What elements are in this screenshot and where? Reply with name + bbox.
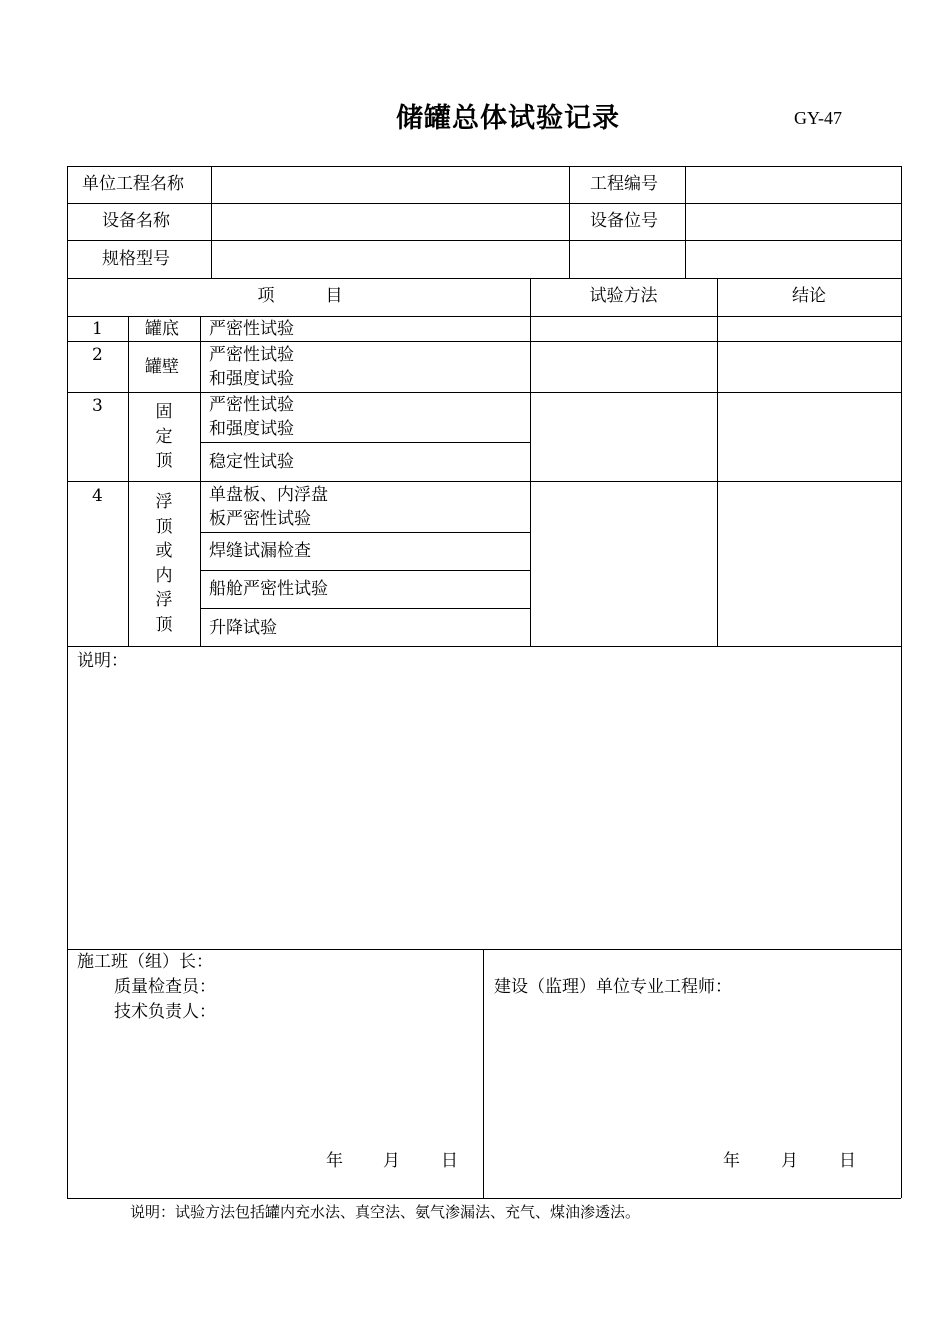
row-4-part: 浮 顶 或 内 浮 顶: [155, 492, 173, 635]
column-method: 试验方法: [589, 286, 658, 306]
row-1-no: 1: [92, 319, 103, 339]
form-code: GY-47: [794, 108, 842, 128]
row-4-test-c: 船舱严密性试验: [209, 579, 328, 599]
remarks-label: 说明：: [77, 651, 128, 671]
row-4-test-a-line-1: 单盘板、内浮盘: [209, 485, 328, 505]
row-4-test-a-line-2: 板严密性试验: [209, 509, 311, 529]
row-4-test-d: 升降试验: [209, 618, 277, 638]
row-4-test-b: 焊缝试漏检查: [209, 541, 311, 561]
row-4-no: 4: [92, 486, 103, 506]
inspector-label: 质量检查员：: [114, 977, 216, 997]
page-title: 储罐总体试验记录: [396, 103, 620, 134]
leader-label: 施工班（组）长：: [77, 952, 213, 972]
row-3-test-a-line-2: 和强度试验: [209, 419, 294, 439]
column-conclusion: 结论: [792, 286, 826, 306]
unit-project-label: 单位工程名称: [82, 174, 184, 194]
row-3-test-a-line-1: 严密性试验: [209, 395, 294, 415]
right-year: 年: [723, 1151, 740, 1171]
right-day: 日: [839, 1151, 856, 1171]
row-2-test-line-1: 严密性试验: [209, 345, 294, 365]
spec-label: 规格型号: [102, 249, 170, 269]
row-2-part: 罐壁: [145, 357, 179, 377]
project-no-label: 工程编号: [590, 174, 658, 194]
row-3-part: 固 定 顶: [155, 402, 173, 471]
left-year: 年: [326, 1151, 343, 1171]
right-month: 月: [781, 1151, 798, 1171]
row-2-no: 2: [92, 345, 103, 365]
footnote: 说明：试验方法包括罐内充水法、真空法、氨气渗漏法、充气、煤油渗透法。: [130, 1203, 641, 1221]
equipment-position-label: 设备位号: [590, 211, 658, 231]
row-1-test: 严密性试验: [209, 319, 294, 339]
tech-label: 技术负责人：: [114, 1002, 216, 1022]
row-3-no: 3: [92, 396, 103, 416]
left-day: 日: [441, 1151, 458, 1171]
left-month: 月: [383, 1151, 400, 1171]
column-item: 项 目: [257, 286, 343, 306]
equipment-name-label: 设备名称: [102, 211, 170, 231]
row-3-test-b: 稳定性试验: [209, 452, 294, 472]
engineer-label: 建设（监理）单位专业工程师：: [494, 977, 732, 997]
row-2-test-line-2: 和强度试验: [209, 369, 294, 389]
row-1-part: 罐底: [145, 319, 179, 339]
